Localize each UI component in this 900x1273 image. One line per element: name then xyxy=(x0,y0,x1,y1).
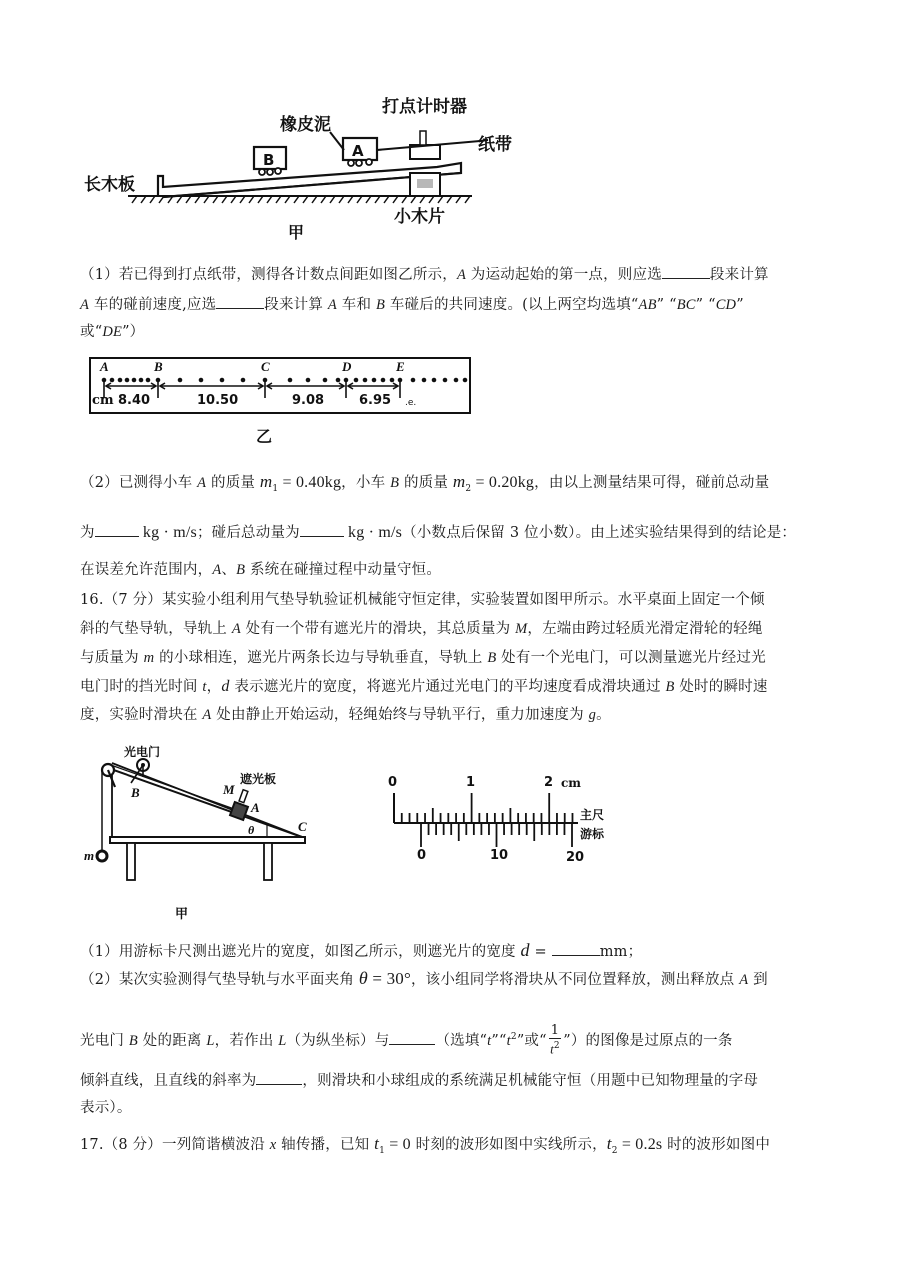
point-b-track-label: B xyxy=(131,785,140,800)
q16-part2-line1: （2）某次实验测得气垫导轨与水平面夹角 θ = 30°，该小组同学将滑块从不同位置释放，测出释放点 A 到 xyxy=(80,968,768,988)
figure-caption-jia-1: 甲 xyxy=(288,223,305,242)
tape-mark: .e. xyxy=(405,398,417,408)
vernier-tick-20: 20 xyxy=(566,850,585,865)
tape-label: 纸带 xyxy=(478,135,512,155)
segment-cd-value: 9.08 xyxy=(292,393,325,408)
q15-part2-line1: （2）已测得小车 A 的质量 $m_1 = 0.40kg$，小车 B 的质量 $m_2 = 0.20kg$，由以上测量结果可得，碰前总动量 xyxy=(80,472,770,494)
q16-part2-line4: 表示）。 xyxy=(80,1100,132,1116)
q16-stem-line5: 度，实验时滑块在 A 处由静止开始运动，轻绳始终与导轨平行，重力加速度为 g。 xyxy=(80,707,611,723)
answer-blank-width-d[interactable] xyxy=(552,941,600,956)
main-scale-tick-1: 1 xyxy=(466,775,476,790)
board-label: 长木板 xyxy=(84,175,135,195)
vernier-tick-10: 10 xyxy=(490,848,509,863)
point-a-track-label: A xyxy=(251,800,260,815)
point-e-label: E xyxy=(396,359,405,374)
figure-caption-yi-1: 乙 xyxy=(256,427,273,446)
block-label: 小木片 xyxy=(394,207,445,227)
shade-plate-label: 遮光板 xyxy=(240,772,277,786)
q16-stem-line4: 电门时的挡光时间 t，d 表示遮光片的宽度，将遮光片通过光电门的平均速度看成滑块通过 B 处时的瞬时速 xyxy=(80,678,768,695)
vernier-scale-label: 游标 xyxy=(580,827,605,841)
main-scale-tick-2: 2 xyxy=(544,775,554,790)
q16-part2-line2: 光电门 B 处的距离 L，若作出 L（为纵坐标）与 （选填“$t”“t^2$”或“ $\frac{1}{t^2}$ ”）的图像是过原点的一条 xyxy=(80,1023,733,1057)
main-scale-label: 主尺 xyxy=(580,808,605,822)
answer-blank-slope[interactable] xyxy=(256,1070,302,1085)
answer-blank-graph-variable[interactable] xyxy=(389,1030,435,1045)
main-scale-unit: cm xyxy=(561,776,582,790)
q17-stem: 17.（8 分）一列简谐横波沿 x 轴传播，已知 $t_1 = 0$ 时刻的波形如图中实线所示，$t_2 = 0.2s$ 时的波形如图中 xyxy=(80,1134,771,1156)
q15-part2-line3: 在误差允许范围内，A、B 系统在碰撞过程中动量守恒。 xyxy=(80,562,442,578)
point-a-label: A xyxy=(100,359,109,374)
cart-a-label: A xyxy=(352,142,364,160)
photogate-label: 光电门 xyxy=(124,745,161,759)
cart-b-label: B xyxy=(263,151,275,169)
tape-unit-label: cm xyxy=(92,393,114,408)
point-d-label: D xyxy=(342,359,352,374)
q15-part1-line1: （1）若已得到打点纸带，测得各计数点间距如图乙所示，A 为运动起始的第一点，则应选 段来计算 xyxy=(80,264,769,285)
one-over-t-squared: $\frac{1}{t^2}$ xyxy=(550,1023,560,1057)
mass-small-m-label: m xyxy=(84,848,95,863)
q16-stem-line2: 斜的气垫导轨，导轨上 A 处有一个带有遮光片的滑块，其总质量为 M，左端由跨过轻质光滑定滑轮的轻绳 xyxy=(80,621,763,637)
q16-part2-line3: 倾斜直线，且直线的斜率为 ，则滑块和小球组成的系统满足机械能守恒（用题中已知物理量的字母 xyxy=(80,1070,758,1091)
point-b-label: B xyxy=(154,359,163,374)
q15-part1-line2: A 车的碰前速度,应选 段来计算 A 车和 B 车碰后的共同速度。(以上两空均选填“AB” “BC” “CD” xyxy=(80,294,744,315)
timer-label: 打点计时器 xyxy=(382,97,467,117)
q15-part1-line3: 或“DE”） xyxy=(80,324,145,340)
point-c-track-label: C xyxy=(298,819,307,834)
q16-part1: （1）用游标卡尺测出遮光片的宽度，如图乙所示，则遮光片的宽度 d = mm； xyxy=(80,940,643,960)
figure-caption-jia-2: 甲 xyxy=(175,907,189,922)
putty-label: 橡皮泥 xyxy=(280,115,331,135)
segment-de-value: 6.95 xyxy=(359,393,392,408)
q16-stem-line3: 与质量为 m 的小球相连，遮光片两条长边与导轨垂直，导轨上 B 处有一个光电门，可以测量遮光片经过光 xyxy=(80,650,766,666)
vernier-tick-0: 0 xyxy=(417,848,427,863)
mass-big-m-label: M xyxy=(223,782,235,797)
segment-ab-value: 8.40 xyxy=(118,393,151,408)
main-scale-tick-0: 0 xyxy=(388,775,398,790)
q15-part2-line2: 为 kg · m/s；碰后总动量为 kg · m/s（小数点后保留 3 位小数）。由上述实验结果得到的结论是： xyxy=(80,524,797,541)
segment-bc-value: 10.50 xyxy=(197,393,239,408)
q16-stem-line1: 16.（7 分）某实验小组利用气垫导轨验证机械能守恒定律，实验装置如图甲所示。水平桌面上固定一个倾 xyxy=(80,592,765,608)
point-c-label: C xyxy=(261,359,270,374)
theta-label: θ xyxy=(248,823,255,837)
